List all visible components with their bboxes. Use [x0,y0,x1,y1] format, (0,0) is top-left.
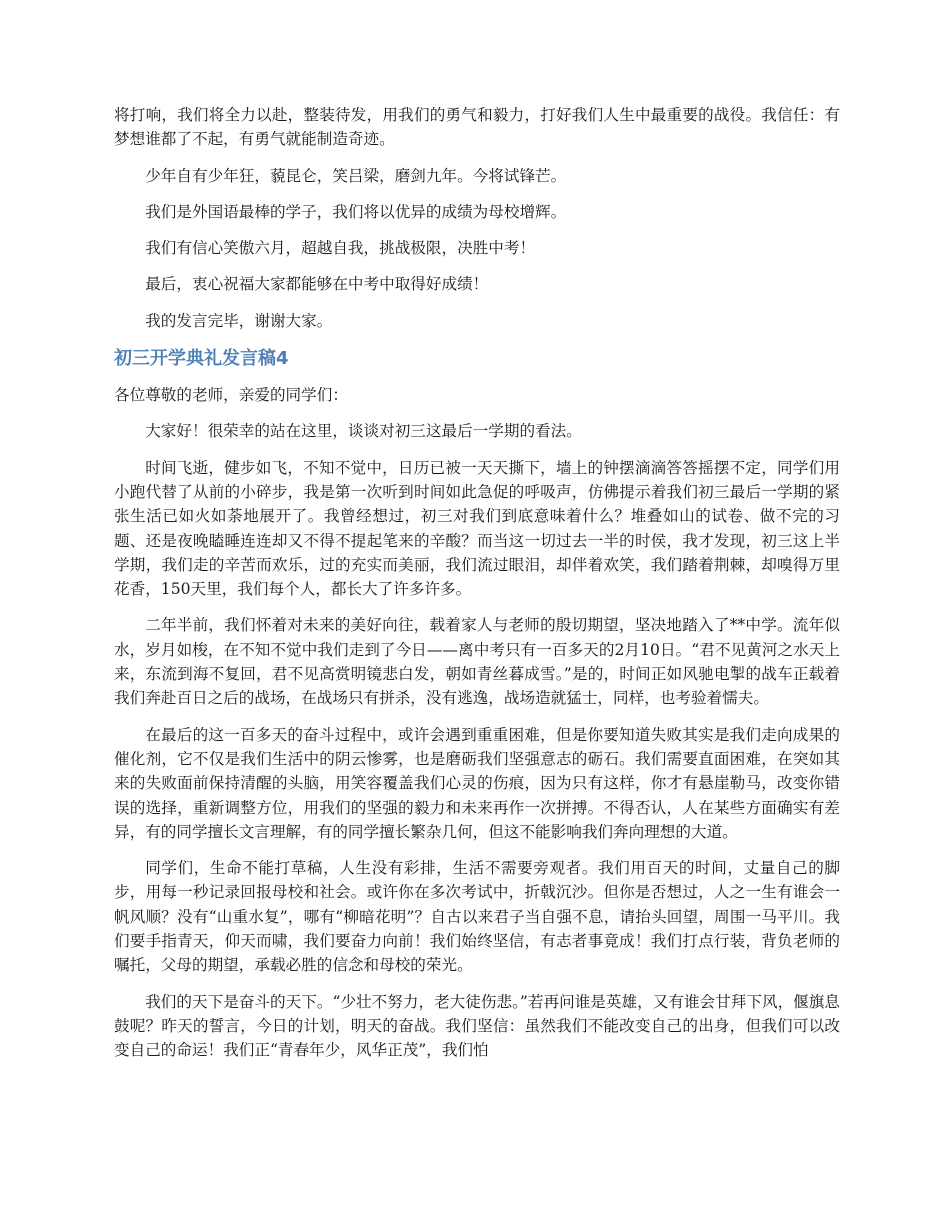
paragraph: 我的发言完毕，谢谢大家。 [145,311,333,330]
paragraph: 二年半前，我们怀着对未来的美好向往，载着家人与老师的殷切期望，坚决地踏入了**中学。流年似水，岁月如梭，在不知不觉中我们走到了今日——离中考只有一百多天的2月10日。“君不见黄河之水天上来，东流到海不复回，君不见高赏明镜悲白发，朝如青丝暮成雪。”是的，时间正如风驰电掣的战车正载着我们奔赴百日之后的战场，在战场只有拼杀，没有逃逸，战场造就猛士，同样，也考验着懦夫。 [114,616,840,708]
paragraph: 我们的天下是奋斗的天下。“少壮不努力，老大徒伤悲。”若再问谁是英雄，又有谁会甘拜下风，偃旗息鼓呢？昨天的誓言，今日的计划，明天的奋战。我们坚信：虽然我们不能改变自己的出身，但我们可以改变自己的命运！我们正“青春年少，风华正茂”，我们怕 [114,992,840,1060]
paragraph: 时间飞逝，健步如飞，不知不觉中，日历已被一天天撕下，墙上的钟摆滴滴答答摇摆不定，同学们用小跑代替了从前的小碎步，我是第一次听到时间如此急促的呼吸声，仿佛提示着我们初三最后一学期的紧张生活已如火如荼地展开了。我曾经想过，初三对我们到底意味着什么？堆叠如山的试卷、做不完的习题、还是夜晚瞌睡连连却又不得不提起笔来的辛酸？而当这一切过去一半的时侯，我才发现，初三这上半学期，我们走的辛苦而欢乐，过的充实而美丽，我们流过眼泪，却伴着欢笑，我们踏着荆棘，却嗅得万里花香，150天里，我们每个人，都长大了许多许多。 [114,458,840,599]
paragraph: 大家好！很荣幸的站在这里，谈谈对初三这最后一学期的看法。 [145,422,582,441]
salutation: 各位尊敬的老师，亲爱的同学们： [114,386,348,405]
document-page [114,103,840,1075]
paragraph: 同学们，生命不能打草稿，人生没有彩排，生活不需要旁观者。我们用百天的时间，丈量自己的脚步，用每一秒记录回报母校和社会。或许你在多次考试中，折戟沉沙。但你是否想过，人之一生有谁会一帆风顺？没有“山重水复”，哪有“柳暗花明”？自古以来君子当自强不息，请抬头回望，周围一马平川。我们要手指青天，仰天而啸，我们要奋力向前！我们始终坚信，有志者事竟成！我们打点行装，背负老师的嘱托，父母的期望，承载必胜的信念和母校的荣光。 [114,859,840,975]
section-heading: 初三开学典礼发言稿4 [114,348,289,370]
paragraph: 在最后的这一百多天的奋斗过程中，或许会遇到重重困难，但是你要知道失败其实是我们走向成果的催化剂，它不仅是我们生活中的阴云惨雾，也是磨砺我们坚强意志的砺石。我们需要直面困难，在突如其来的失败面前保持清醒的头脑，用笑容覆盖我们心灵的伤痕，因为只有这样，你才有悬崖勒马，改变你错误的选择，重新调整方位，用我们的坚强的毅力和未来再作一次拼搏。不得否认，人在某些方面确实有差异，有的同学擅长文言理解，有的同学擅长繁杂几何，但这不能影响我们奔向理想的大道。 [114,725,840,841]
paragraph: 我们有信心笑傲六月，超越自我，挑战极限，决胜中考！ [145,239,536,258]
paragraph: 将打响，我们将全力以赴，整装待发，用我们的勇气和毅力，打好我们人生中最重要的战役。我信任：有梦想谁都了不起，有勇气就能制造奇迹。 [114,106,840,149]
paragraph: 最后，衷心祝福大家都能够在中考中取得好成绩！ [145,275,489,294]
paragraph: 我们是外国语最棒的学子，我们将以优异的成绩为母校增辉。 [145,202,567,221]
paragraph: 少年自有少年狂，藐昆仑，笑吕梁，磨剑九年。今将试锋芒。 [145,166,567,185]
